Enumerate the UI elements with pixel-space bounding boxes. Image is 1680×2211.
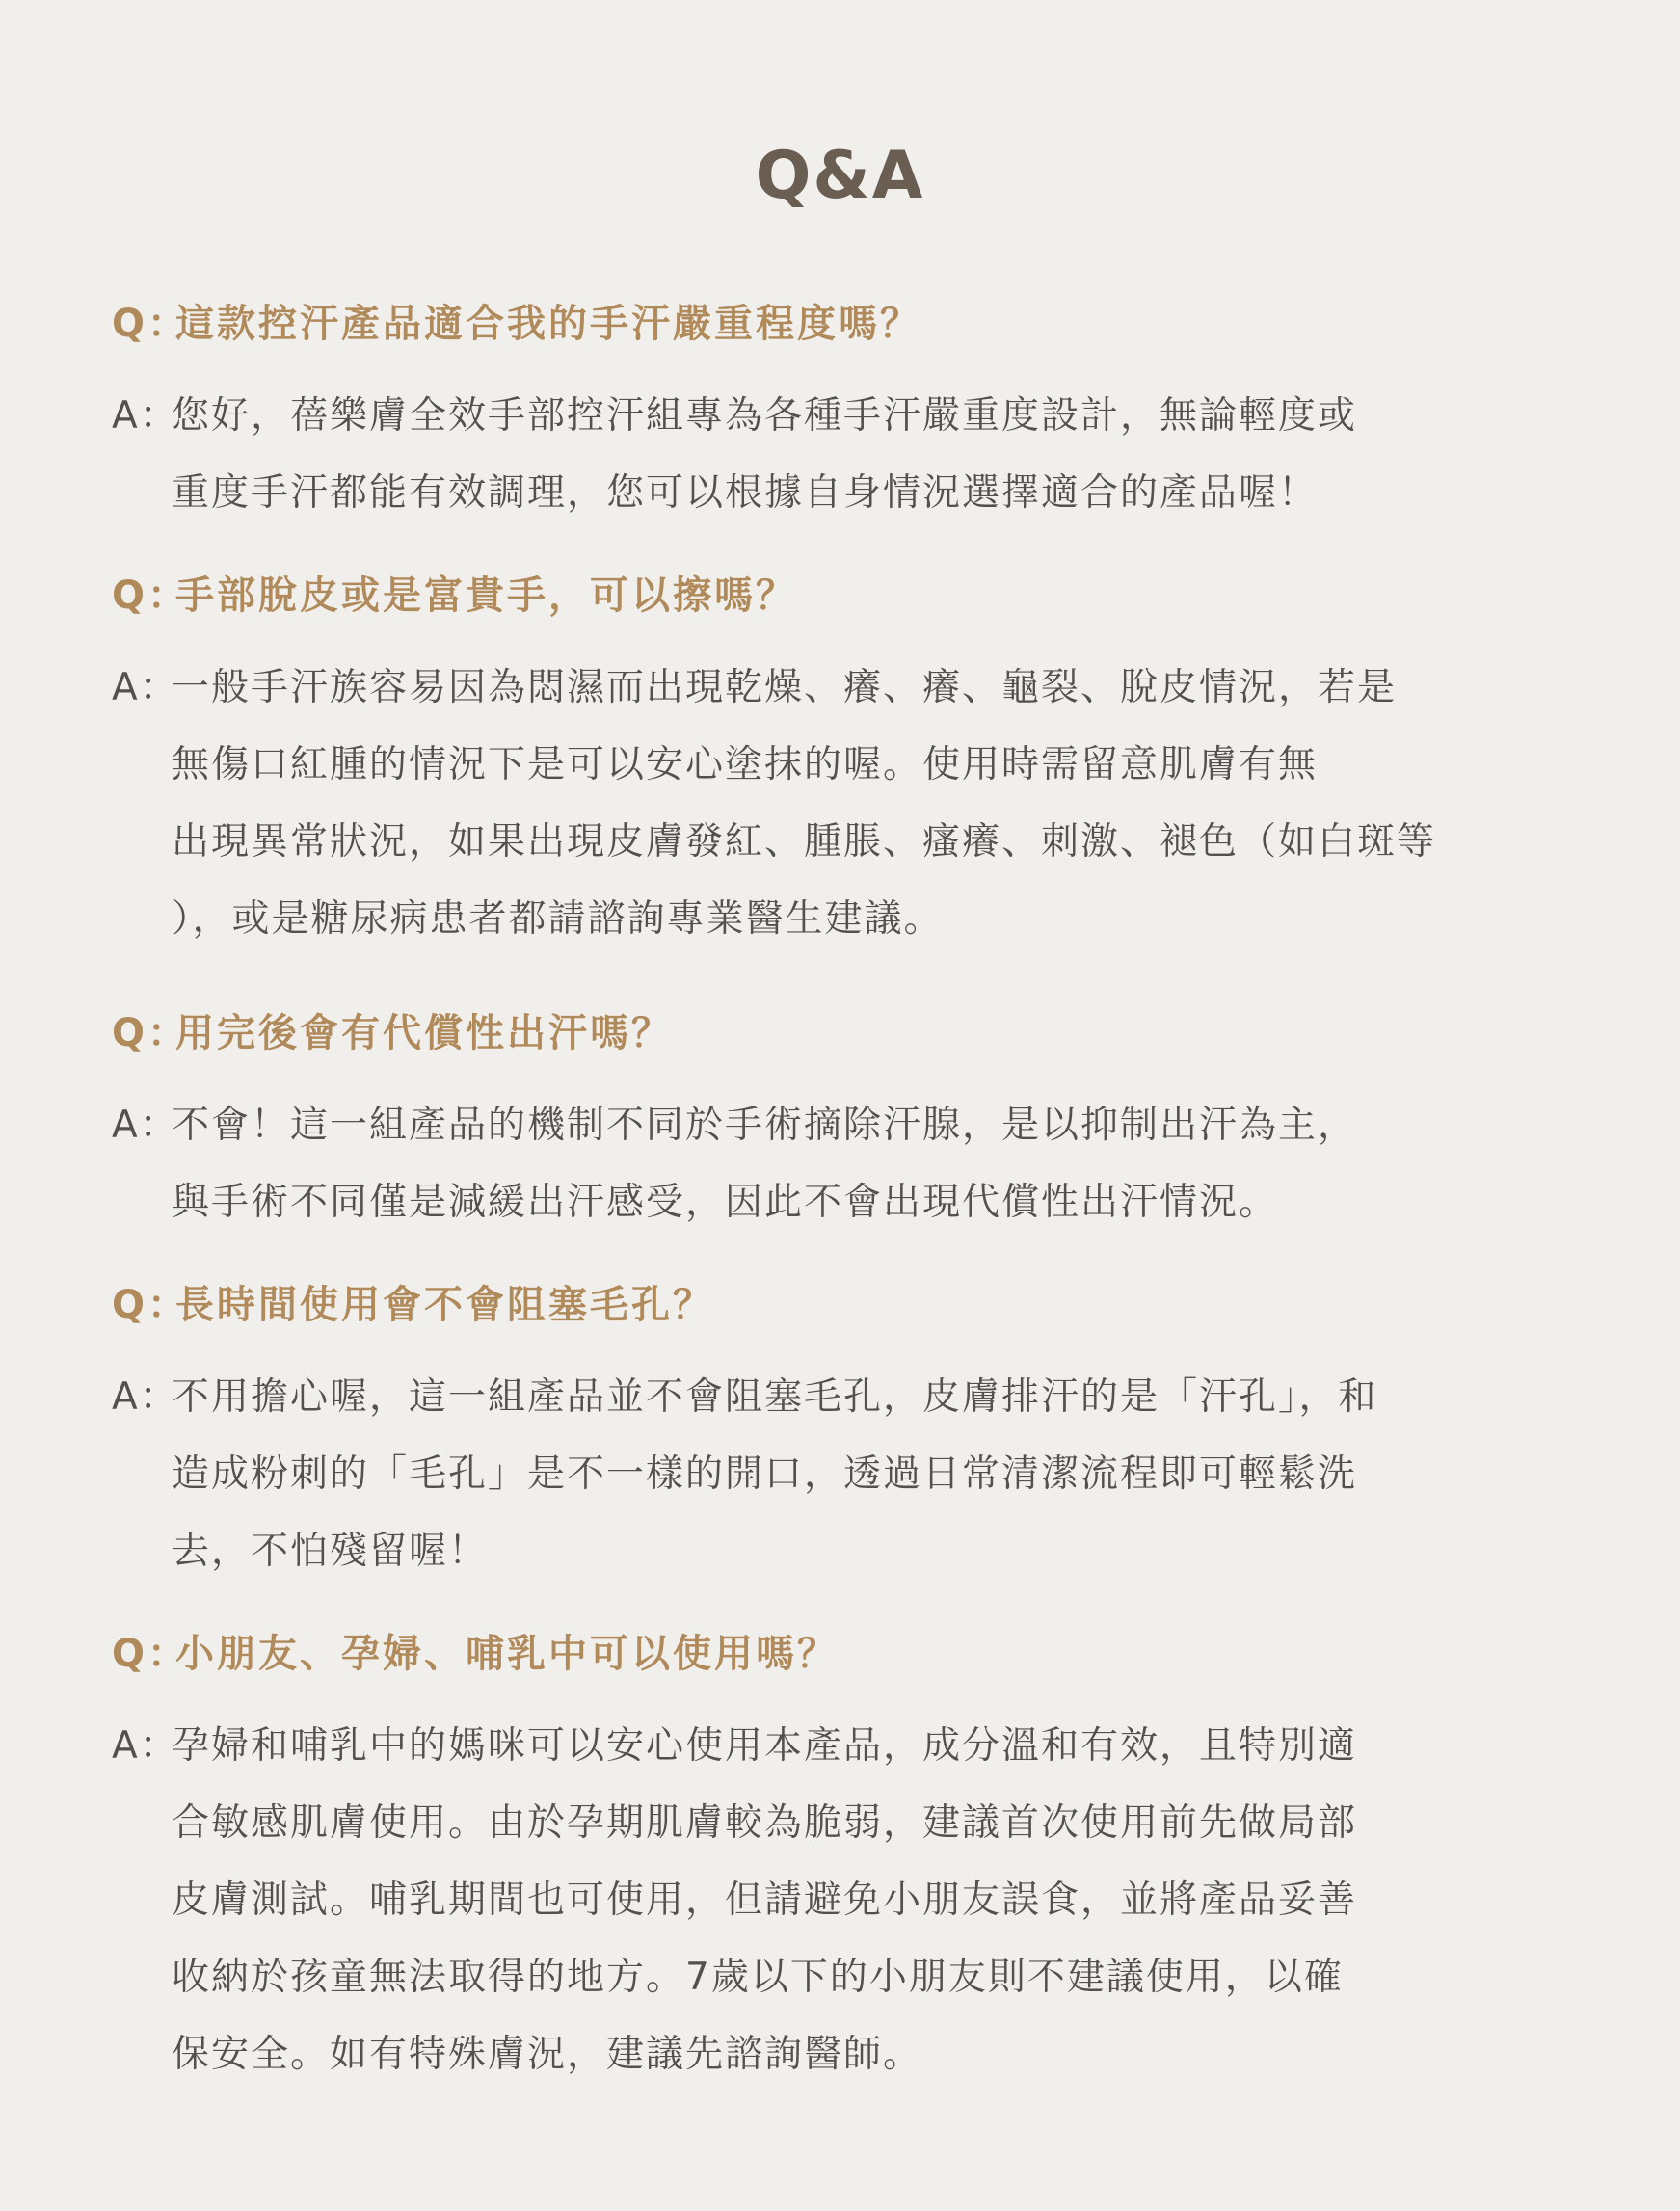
answer-line: 造成粉刺的「毛孔」是不一樣的開口，透過日常清潔流程即可輕鬆洗 [172, 1452, 1358, 1496]
answer-line: 去，不怕殘留喔！ [172, 1530, 489, 1573]
question-prefix: Q： [112, 573, 190, 618]
qa-item [112, 295, 1577, 532]
question-text: 手部脫皮或是富貴手，可以擦嗎？ [175, 573, 797, 618]
answer-text [172, 1087, 1577, 1241]
question-text: 長時間使用會不會阻塞毛孔？ [175, 1283, 714, 1327]
answer-line: 您好，蓓樂膚全效手部控汗組專為各種手汗嚴重度設計，無論輕度或 [172, 394, 1358, 438]
qa-item [112, 1625, 1577, 2093]
question-text: 小朋友、孕婦、哺乳中可以使用嗎？ [175, 1632, 839, 1676]
question-prefix: Q： [112, 1632, 190, 1676]
answer-line: 出現異常狀況，如果出現皮膚發紅、腫脹、瘙癢、刺激、褪色（如白斑等 [172, 820, 1437, 864]
qa-item [112, 567, 1577, 958]
answer-text [172, 1708, 1577, 2093]
answer-line: 保安全。如有特殊膚況，建議先諮詢醫師。 [172, 2033, 923, 2076]
qa-item [112, 1276, 1577, 1590]
question-prefix: Q： [112, 1011, 190, 1055]
question [112, 295, 1577, 353]
answer-prefix: A： [112, 1104, 179, 1147]
question [112, 1276, 1577, 1334]
answer-line: 孕婦和哺乳中的媽咪可以安心使用本產品，成分溫和有效，且特別適 [172, 1724, 1358, 1768]
answer-line: 收納於孩童無法取得的地方。7歲以下的小朋友則不建議使用，以確 [172, 1956, 1344, 1999]
answer-text [172, 378, 1577, 532]
answer-prefix: A： [112, 1724, 179, 1768]
answer-line: ），或是糖尿病患者都請諮詢專業醫生建議。 [172, 897, 944, 941]
answer [112, 1708, 1577, 2093]
answer-prefix: A： [112, 394, 179, 438]
answer-prefix: A： [112, 666, 179, 709]
answer-line: 一般手汗族容易因為悶濕而出現乾燥、癢、癢、龜裂、脫皮情況，若是 [172, 666, 1398, 709]
qa-item [112, 1004, 1577, 1241]
question [112, 1625, 1577, 1683]
question [112, 1004, 1577, 1062]
answer-line: 不用擔心喔，這一組產品並不會阻塞毛孔，皮膚排汗的是「汗孔」，和 [172, 1375, 1378, 1419]
answer-prefix: A： [112, 1375, 179, 1419]
answer-line: 合敏感肌膚使用。由於孕期肌膚較為脆弱，建議首次使用前先做局部 [172, 1801, 1358, 1845]
answer [112, 1087, 1577, 1241]
page-title: Q&A [755, 138, 925, 214]
answer-text [172, 1359, 1577, 1590]
answer-line: 不會！這一組產品的機制不同於手術摘除汗腺，是以抑制出汗為主， [172, 1104, 1358, 1147]
question-text: 這款控汗產品適合我的手汗嚴重程度嗎？ [175, 302, 921, 346]
answer [112, 1359, 1577, 1590]
question-text: 用完後會有代償性出汗嗎？ [175, 1011, 673, 1055]
answer-line: 重度手汗都能有效調理，您可以根據自身情況選擇適合的產品喔！ [172, 471, 1319, 515]
answer-line: 皮膚測試。哺乳期間也可使用，但請避免小朋友誤食，並將產品妥善 [172, 1878, 1358, 1922]
answer [112, 378, 1577, 532]
answer-line: 與手術不同僅是減緩出汗感受，因此不會出現代償性出汗情況。 [172, 1181, 1279, 1224]
answer [112, 650, 1577, 958]
answer-line: 無傷口紅腫的情況下是可以安心塗抹的喔。使用時需留意肌膚有無 [172, 743, 1319, 786]
question [112, 567, 1577, 625]
question-prefix: Q： [112, 302, 190, 346]
answer-text [172, 650, 1577, 958]
question-prefix: Q： [112, 1283, 190, 1327]
